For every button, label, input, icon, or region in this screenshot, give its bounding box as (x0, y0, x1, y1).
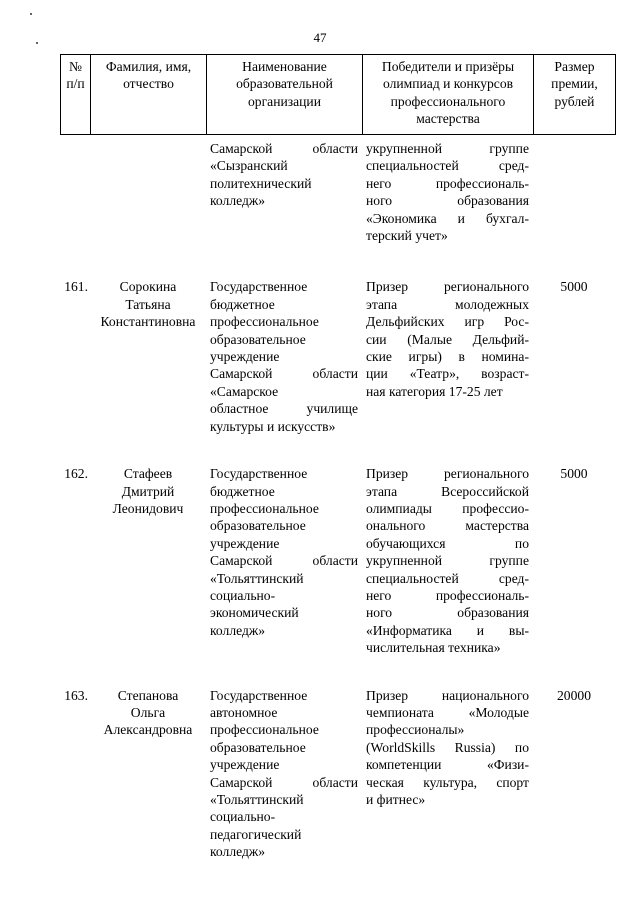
win-line: этапа молодежных (366, 296, 529, 312)
person-name-cell (90, 465, 206, 656)
prize-amount: 5000 (560, 466, 588, 482)
header-winners: Победители и призёры олимпиад и конкурсов профессионального мастерства (363, 55, 534, 135)
org-line: автономное (210, 704, 278, 720)
header-no: № п/п (61, 55, 91, 135)
row-spacer (60, 657, 615, 687)
org-line: Государственное (210, 279, 308, 295)
win-line: специальностей сред- (366, 158, 529, 174)
win-line: ная категория 17-25 лет (366, 383, 503, 399)
org-line: экономический (210, 605, 299, 621)
name-line: Ольга (130, 704, 166, 720)
org-line: Государственное (210, 687, 308, 703)
name-line: Дмитрий (121, 483, 175, 499)
win-line: чемпионата «Молодые (366, 704, 529, 720)
row-spacer (60, 435, 615, 465)
win-line: Призер регионального (366, 279, 529, 295)
win-line: ного образования (366, 605, 529, 621)
win-line: сии (Малые Дельфий- (366, 331, 529, 347)
win-line: ские игры) в номина- (366, 349, 529, 365)
name-line: Сорокина (119, 279, 177, 295)
table-header (60, 54, 616, 135)
org-line: Самарской области (210, 366, 358, 382)
org-line: областное училище (210, 401, 358, 417)
table-row (60, 278, 615, 435)
org-line: Самарской области (210, 774, 358, 790)
win-line: ного образования (366, 193, 529, 209)
prize-amount: 5000 (560, 279, 588, 295)
prize-amount: 20000 (557, 687, 591, 703)
win-line: компетенции «Физи- (366, 757, 529, 773)
org-line: педагогический (210, 826, 302, 842)
row-number: 163. (64, 687, 88, 703)
win-line: терский учет» (366, 228, 448, 244)
awards-table (60, 140, 615, 861)
win-line: Дельфийских игр Рос- (366, 314, 529, 330)
org-line: профессиональное (210, 314, 319, 330)
org-line: «Тольяттинский (210, 570, 304, 586)
win-line: специальностей сред- (366, 570, 529, 586)
org-line: социально- (210, 809, 276, 825)
org-line: Государственное (210, 466, 308, 482)
continued-org-cell (206, 140, 362, 244)
name-line: Степанова (117, 687, 179, 703)
win-line: олимпиады профессио- (366, 500, 529, 516)
org-line: колледж» (210, 844, 266, 860)
win-line: ческая культура, спорт (366, 774, 529, 790)
org-line: «Тольяттинский (210, 792, 304, 807)
org-line: учреждение (210, 757, 280, 773)
scan-speck (30, 13, 32, 15)
organization-cell (206, 465, 362, 656)
name-line: Стафеев (123, 466, 173, 482)
win-line: профессионалы» (366, 722, 465, 738)
org-line: профессиональное (210, 500, 319, 516)
org-line: колледж» (210, 193, 266, 209)
scan-speck (36, 42, 38, 44)
org-line: учреждение (210, 349, 280, 365)
achievement-cell (362, 465, 533, 656)
row-number: 161. (64, 279, 88, 295)
achievement-cell (362, 278, 533, 435)
header-org: Наименование образовательной организации (207, 55, 363, 135)
person-name-cell (90, 278, 206, 435)
organization-cell (206, 278, 362, 435)
row-number: 162. (64, 466, 88, 482)
row-spacer (60, 244, 615, 278)
org-line: «Сызранский (210, 158, 288, 174)
person-name-cell (90, 687, 206, 861)
win-line: укрупненной группе (366, 553, 529, 569)
win-line: укрупненной группе (366, 141, 529, 156)
achievement-cell (362, 687, 533, 861)
page-number: 47 (313, 30, 327, 45)
win-line: «Информатика и вы- (366, 622, 529, 638)
org-line: социально- (210, 587, 276, 603)
org-line: образовательное (210, 739, 306, 755)
org-line: культуры и искусств» (210, 418, 336, 434)
org-line: «Самарское (210, 383, 279, 399)
name-line: Константиновна (100, 314, 196, 330)
win-line: него профессиональ- (366, 587, 529, 603)
org-line: политехнический (210, 175, 312, 191)
win-line: числительная техника» (366, 640, 501, 656)
name-line: Александровна (103, 722, 193, 738)
header-prize: Размер премии, рублей (534, 55, 616, 135)
table-row-continued (60, 140, 615, 244)
org-line: учреждение (210, 535, 280, 551)
table-row (60, 465, 615, 656)
name-line: Татьяна (125, 296, 171, 312)
win-line: этапа Всероссийской (366, 483, 529, 499)
org-line: образовательное (210, 518, 306, 534)
win-line: «Экономика и бухгал- (366, 210, 529, 226)
win-line: (WorldSkills Russia) по (366, 739, 529, 755)
org-line: бюджетное (210, 296, 275, 312)
win-line: обучающихся по (366, 535, 529, 551)
name-line: Леонидович (112, 500, 184, 516)
org-line: профессиональное (210, 722, 319, 738)
win-line: него профессиональ- (366, 175, 529, 191)
continued-winners-cell (362, 140, 533, 244)
table-row (60, 687, 615, 861)
org-line: колледж» (210, 622, 266, 638)
win-line: и фитнес» (366, 792, 426, 807)
win-line: онального мастерства (366, 518, 529, 534)
org-line: Самарской области (210, 141, 358, 156)
header-name: Фамилия, имя, отчество (91, 55, 207, 135)
org-line: Самарской области (210, 553, 358, 569)
org-line: бюджетное (210, 483, 275, 499)
org-line: образовательное (210, 331, 306, 347)
win-line: Призер национального (366, 687, 529, 703)
win-line: Призер регионального (366, 466, 529, 482)
win-line: ции «Театр», возраст- (366, 366, 529, 382)
organization-cell (206, 687, 362, 861)
